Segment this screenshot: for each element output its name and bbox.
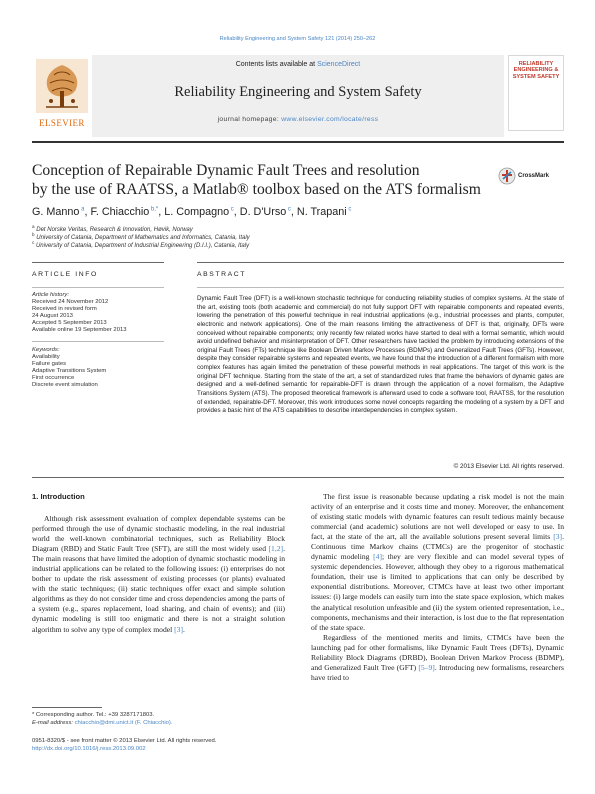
- homepage-link[interactable]: www.elsevier.com/locate/ress: [281, 116, 379, 123]
- section-heading-introduction: 1. Introduction: [32, 492, 85, 501]
- author-name[interactable]: D. D'Urso: [239, 206, 287, 218]
- article-info-rule: [32, 262, 164, 263]
- citation-link[interactable]: [3]: [553, 532, 563, 542]
- author-name[interactable]: G. Manno: [32, 206, 80, 218]
- affiliation-a: $^a$ Det Norske Veritas, Research & Innovation, Høvik, Norway: [32, 224, 193, 233]
- keyword: Adaptive Transitions System: [32, 367, 107, 374]
- keyword: Failure gates: [32, 360, 67, 367]
- author-affiliation-marker[interactable]: c: [346, 206, 352, 213]
- crossmark-icon[interactable]: [498, 167, 516, 185]
- doi-line: [32, 746, 285, 753]
- journal-reference: Reliability Engineering and System Safety 121 (2014) 250–262: [219, 36, 376, 42]
- author-affiliation-marker[interactable]: c: [229, 206, 234, 213]
- history-label: Article history:: [32, 292, 69, 298]
- email-label: E-mail address:: [32, 720, 75, 726]
- affiliation-c: $^c$ University of Catania, Department of Industrial Engineering (D.I.I.), Catania, Italy: [32, 240, 250, 249]
- affiliation-b: $^b$ University of Catania, Department of Mathematics and Informatics, Catania, Italy: [32, 232, 250, 241]
- info-divider: [32, 341, 164, 342]
- email-note: [32, 720, 285, 727]
- history-item: 24 August 2013: [32, 313, 73, 320]
- crossmark-label[interactable]: CrossMark: [518, 173, 550, 179]
- abstract-text: Dynamic Fault Tree (DFT) is a well-known stochastic technique for conducting reliability studies of complex systems. At the state of the art, existing tools (both academic and commercial) do not fully support DFT with repairable components and repeated events, lowering the penetration of this powerful technique in real industrial applications (e.g., industrial processes and plants, computer, electronic and network applications). One of the main reasons limiting the attractiveness of DFT is that, originally, DFTs were conceived without repairable components; only recently few related works have started to deal with a formal semantic, which would avoid undefined behavior and misinterpretation of DFT. Other researchers have tackled the problem by introducing extensions of the original Fault Trees (FTs) technique like Boolean Driven Markov Processes (BDMPs) and Generalized Fault Trees (GFTs). However, despite they consider repairable systems and repeated events, we have found that the introduction of a different formalism with more complex features has again limited the penetration of these powerful methods in real applications. The target of this work is the original DFT technique. Starting from the state of the art, a set of standardized rules that frame the behaviors of dynamic gates are designed and a well-defined semantic for repairable-DFT is drawn through the application of a novel formalism, the Adaptive Transitions System (ATS). The proposed theoretical framework is afterward used to code a software tool, RAATSS, for the resolution of extended, repairable-DFT. Moreover, this work introduces some novel concepts regarding the modeling of a system by a DFT and provides a basic hint of the ATS capabilities to describe interdependencies in complex system.: [197, 295, 564, 415]
- intro-paragraph-left: Although risk assessment evaluation of complex dependable systems can be performed through the use of dynamic stochastic modeling, in the real industrial world the well-known combinatorial techniques, such as Reliability Block Diagram (RBD) and Static Fault Tree (SFT), are still the most widely used [1,2]. The main reasons that have limited the adoption of dynamic stochastic modeling in industrial applications can be related to the following issues: (i) enterprises do not bother to update the risk assessment of existing processes (or plants) evaluated with the static techniques; (ii) static techniques offer exact and simple solution algorithms as they do not consider time and cross dependencies among the parts of a system (e.g., spares replacement, load sharing, and chain of events); and (iii) dynamic modeling is still too enigmatic and there is not a straight solution algorithm to solve any type of complex model [3].: [32, 514, 285, 634]
- footnote-rule: [32, 707, 102, 708]
- citation-link[interactable]: [4]: [373, 552, 382, 562]
- author-separator: ,: [158, 206, 165, 218]
- sciencedirect-link[interactable]: ScienceDirect: [317, 61, 361, 68]
- email-link[interactable]: chiacchio@dmi.unict.it (F. Chiacchio).: [74, 720, 173, 726]
- history-item: Available online 19 September 2013: [32, 327, 127, 334]
- doi-link[interactable]: http://dx.doi.org/10.1016/j.ress.2013.09.002: [32, 746, 146, 752]
- abstract-heading: ABSTRACT: [197, 271, 247, 278]
- abstract-copyright: © 2013 Elsevier Ltd. All rights reserved.: [453, 463, 564, 470]
- keyword: Discrete event simulation: [32, 382, 98, 389]
- journal-homepage: [92, 116, 504, 123]
- author-separator: ,: [233, 206, 240, 218]
- intro-paragraphs-right: [311, 492, 564, 683]
- journal-cover-title: RELIABILITY ENGINEERING & SYSTEM SAFETY: [512, 61, 560, 80]
- article-info-heading: ARTICLE INFO: [32, 271, 98, 278]
- author-separator: ,: [290, 206, 297, 218]
- homepage-prefix: journal homepage:: [217, 116, 282, 123]
- article-info: [32, 292, 164, 389]
- header-rule: [32, 141, 564, 143]
- history-item: Accepted 5 September 2013: [32, 320, 107, 327]
- author-affiliation-marker[interactable]: c: [286, 206, 291, 213]
- author-name[interactable]: L. Compagno: [164, 206, 230, 218]
- author-name[interactable]: F. Chiacchio: [90, 206, 150, 218]
- issn-line: 0951-8320/$ - see front matter © 2013 Elsevier Ltd. All rights reserved.: [32, 738, 217, 744]
- journal-title: Reliability Engineering and System Safety: [174, 84, 422, 100]
- contents-line: [92, 61, 504, 68]
- paper-title: [32, 161, 502, 199]
- author-separator: ,: [84, 206, 91, 218]
- contents-prefix: Contents lists available at: [235, 61, 318, 68]
- keywords-label: Keywords:: [32, 346, 60, 353]
- citation-link[interactable]: [3]: [174, 624, 184, 634]
- history-item: Received in revised form: [32, 306, 97, 313]
- intro-paragraph: Regardless of the mentioned merits and limits, CTMCs have been the launching pad for other formalisms, like Dynamic Fault Trees (DFTs), Dynamic Reliability Block Diagrams (DRBD), Boolean Driven Markov Process (BDMP), and Generalized Fault Tree (GFT) [5–9]. Introducing new formalisms, researchers have tried to: [311, 632, 564, 682]
- elsevier-wordmark: ELSEVIER: [39, 118, 85, 128]
- keyword: First occurrence: [32, 374, 75, 381]
- paper-title-line-1: Conception of Repairable Dynamic Fault Trees and resolution: [32, 162, 420, 179]
- author-affiliation-marker[interactable]: a: [79, 206, 85, 213]
- citation-link[interactable]: [1,2]: [268, 544, 284, 554]
- author-name[interactable]: N. Trapani: [296, 206, 347, 218]
- corresponding-author-note: * Corresponding author. Tel.: +39 3287171803.: [32, 712, 155, 718]
- history-item: Received 24 November 2012: [32, 299, 109, 306]
- article-info-subrule: [32, 287, 164, 288]
- abstract-bottom-rule: [32, 477, 564, 478]
- intro-paragraph: The first issue is reasonable because updating a risk model is not the main activity of an enterprise and it costs time and money. Moreover, the enhancement of existing static models with dynamic features can result tedious mainly because commercial (and academic) solutions are not well developed or easy to use. In fact, at the state of the art, all the available solutions present several limits [3]. Continuous time Markov chains (CTMCs) are the progenitor of stochastic dynamic modeling [4]; they are very flexible and can model several types of systemic dependencies. However, although they obey to a rigorous mathematical foundation, their use is limited to applications that can only be described by exponential distributions. Moreover, CTMCs have at least two other important issues: (i) large models can easily turn into the state space explosion, which makes the analytical resolution unfeasible and (ii) the system oriented representation, i.e., components, mechanisms and their interaction, is lost due to the flat representation of the state space.: [311, 492, 564, 632]
- abstract-rule: [197, 262, 564, 263]
- author-affiliation-marker[interactable]: b,*: [149, 206, 159, 213]
- author-list: [32, 206, 564, 218]
- paper-title-line-2: by the use of RAATSS, a Matlab® toolbox based on the ATS formalism: [32, 181, 481, 198]
- citation-link[interactable]: [5–9]: [418, 662, 435, 672]
- keyword: Availability: [32, 353, 60, 360]
- abstract-subrule: [197, 287, 564, 288]
